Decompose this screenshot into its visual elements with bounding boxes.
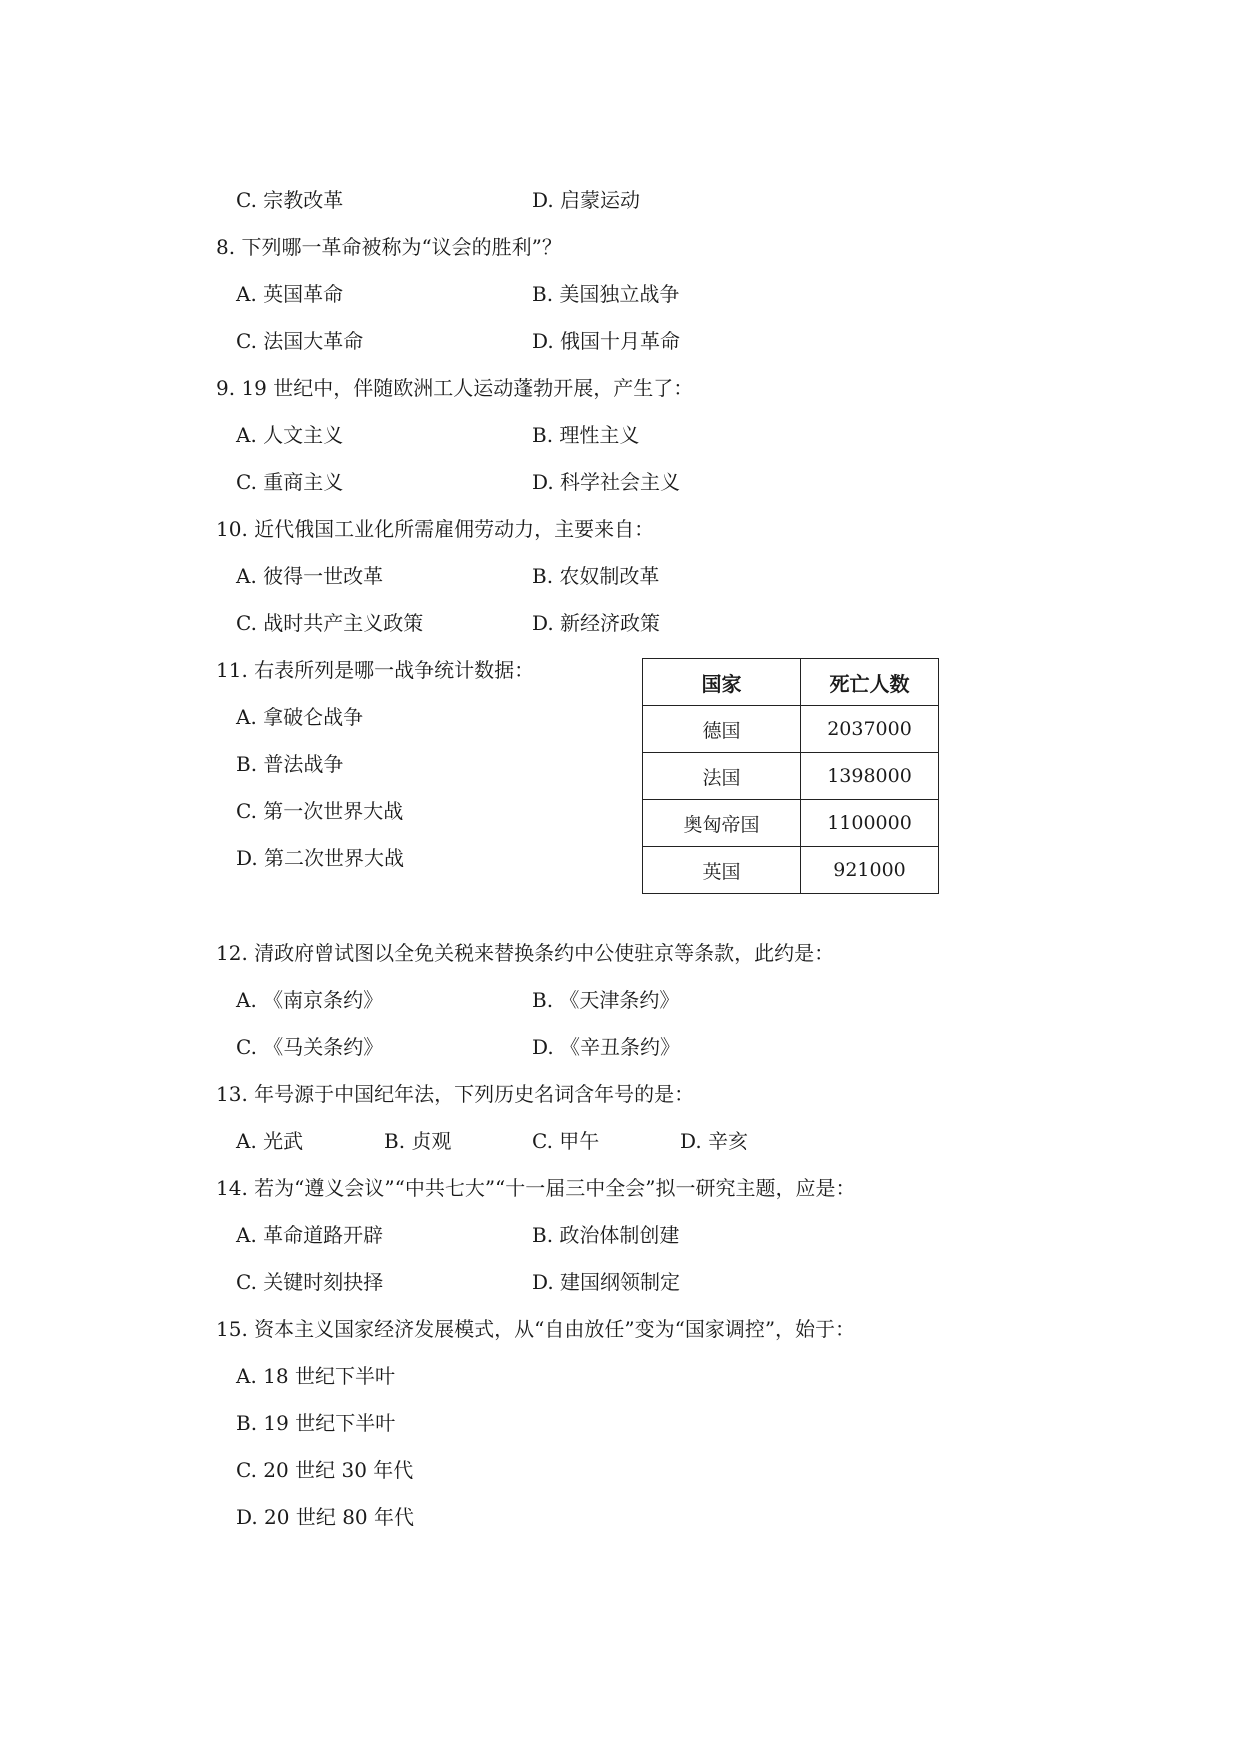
cell-deaths: 1398000 [801,753,939,800]
q15-option-a: A. 18 世纪下半叶 [236,1364,395,1388]
war-casualty-table [642,658,939,894]
q14-option-d: D. 建国纲领制定 [532,1270,681,1294]
cell-country: 德国 [643,706,801,753]
q12-option-a: A. 《南京条约》 [236,988,384,1012]
q13-option-d: D. 辛亥 [680,1129,749,1153]
q10-stem: 10. 近代俄国工业化所需雇佣劳动力，主要来自： [216,517,655,541]
q7-option-d: D. 启蒙运动 [532,188,641,212]
q10-option-c: C. 战时共产主义政策 [236,611,424,635]
table-row [643,800,939,847]
q15-option-d: D. 20 世纪 80 年代 [236,1505,415,1529]
header-country: 国家 [643,659,801,706]
q11-option-a: A. 拿破仑战争 [236,705,364,729]
cell-deaths: 1100000 [801,800,939,847]
cell-country: 奥匈帝国 [643,800,801,847]
table-row [643,847,939,894]
q14-stem: 14. 若为“遵义会议”“中共七大”“十一届三中全会”拟一研究主题，应是： [216,1176,856,1200]
cell-country: 法国 [643,753,801,800]
q13-stem: 13. 年号源于中国纪年法，下列历史名词含年号的是： [216,1082,695,1106]
q9-option-c: C. 重商主义 [236,470,344,494]
q14-option-b: B. 政治体制创建 [532,1223,680,1247]
cell-deaths: 921000 [801,847,939,894]
q11-option-c: C. 第一次世界大战 [236,799,404,823]
table-header-row [643,659,939,706]
q10-option-d: D. 新经济政策 [532,611,661,635]
q8-option-d: D. 俄国十月革命 [532,329,681,353]
q9-option-a: A. 人文主义 [236,423,344,447]
q12-option-b: B. 《天津条约》 [532,988,680,1012]
q12-stem: 12. 清政府曾试图以全免关税来替换条约中公使驻京等条款，此约是： [216,941,835,965]
table-row [643,753,939,800]
q11-option-d: D. 第二次世界大战 [236,846,405,870]
q7-option-c: C. 宗教改革 [236,188,344,212]
q8-option-b: B. 美国独立战争 [532,282,680,306]
q11-stem: 11. 右表所列是哪一战争统计数据： [216,658,535,682]
q13-option-b: B. 贞观 [384,1129,452,1153]
q9-stem: 9. 19 世纪中，伴随欧洲工人运动蓬勃开展，产生了： [216,376,694,400]
header-deaths: 死亡人数 [801,659,939,706]
q9-option-d: D. 科学社会主义 [532,470,681,494]
q10-option-b: B. 农奴制改革 [532,564,660,588]
q14-option-c: C. 关键时刻抉择 [236,1270,384,1294]
q8-stem: 8. 下列哪一革命被称为“议会的胜利”？ [216,235,562,259]
q12-option-c: C. 《马关条约》 [236,1035,384,1059]
q12-option-d: D. 《辛丑条约》 [532,1035,681,1059]
q14-option-a: A. 革命道路开辟 [236,1223,384,1247]
table-row [643,706,939,753]
q9-option-b: B. 理性主义 [532,423,640,447]
q10-option-a: A. 彼得一世改革 [236,564,384,588]
q15-stem: 15. 资本主义国家经济发展模式，从“自由放任”变为“国家调控”，始于： [216,1317,856,1341]
q8-option-c: C. 法国大革命 [236,329,364,353]
q13-option-a: A. 光武 [236,1129,304,1153]
q15-option-c: C. 20 世纪 30 年代 [236,1458,414,1482]
q13-option-c: C. 甲午 [532,1129,600,1153]
q15-option-b: B. 19 世纪下半叶 [236,1411,396,1435]
q11-option-b: B. 普法战争 [236,752,344,776]
cell-country: 英国 [643,847,801,894]
q8-option-a: A. 英国革命 [236,282,344,306]
cell-deaths: 2037000 [801,706,939,753]
